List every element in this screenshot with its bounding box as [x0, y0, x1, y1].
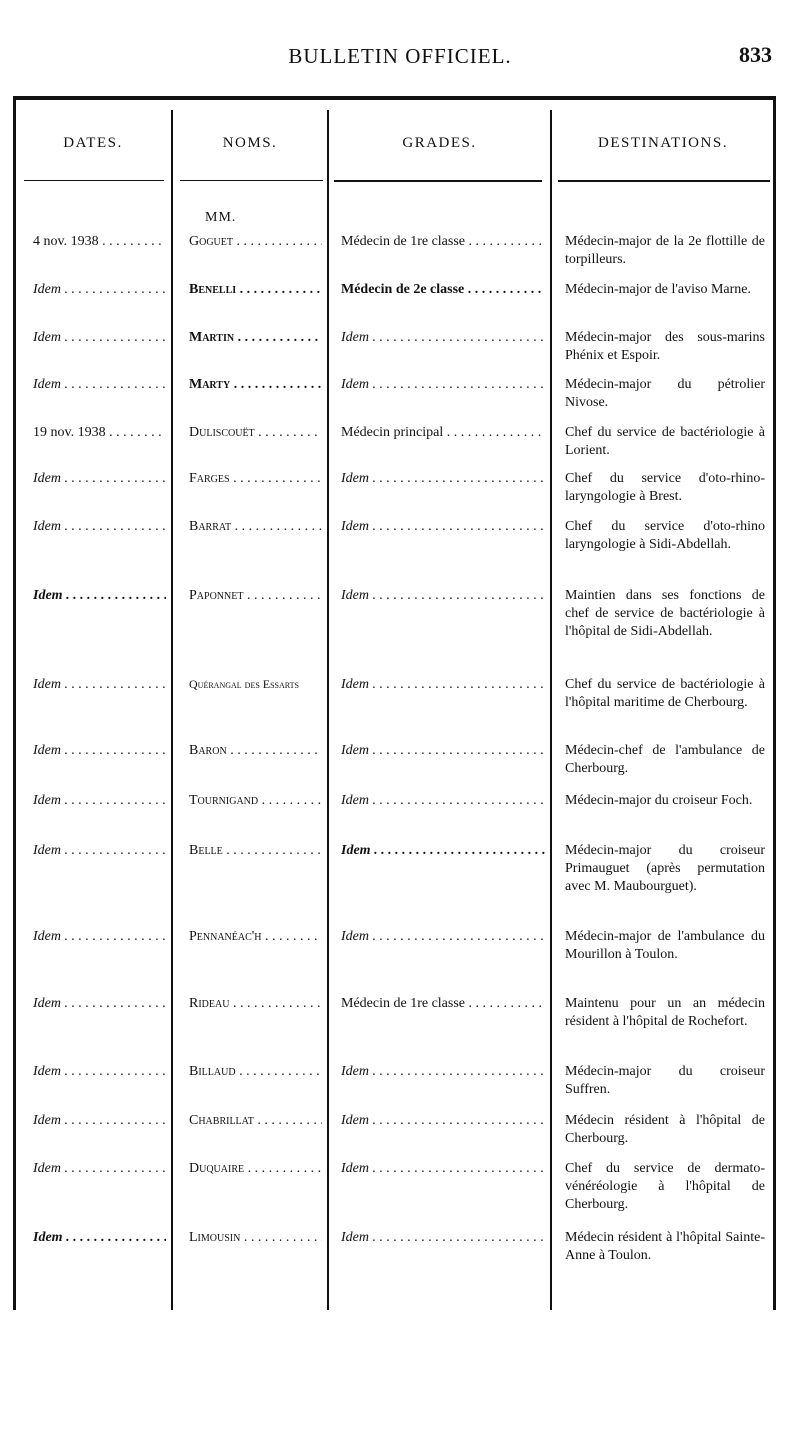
name-cell: Goguet . . . [189, 233, 322, 251]
header-rule [180, 180, 323, 181]
destination-cell: Médecin-major de la 2e flottille de torpilleurs. [565, 234, 765, 267]
destination-cell: Médecin-major de l'ambulance du Mourillon à Toulon. [565, 929, 765, 962]
name-cell: Tournigand . . . [189, 792, 322, 810]
grade-cell: Idem . . . [341, 1160, 545, 1178]
destination-cell: Médecin-major du croiseur Foch. [565, 793, 753, 808]
grade-cell: Idem . . . [341, 518, 545, 536]
grade-cell: Médecin principal . . . [341, 424, 545, 442]
destination-cell: Maintien dans ses fonctions de chef de service de bactériologie à l'hôpital de Sidi-Abdellah. [565, 588, 765, 639]
grade-cell: Médecin de 1re classe . . . [341, 995, 545, 1013]
name-cell: Limousin . . . [189, 1229, 322, 1247]
grade-cell: Idem . . . [341, 676, 545, 694]
date-cell: Idem . . . [33, 1112, 166, 1130]
destination-cell: Chef du service de dermato-vénéréologie à l'hôpital de Cherbourg. [565, 1161, 765, 1212]
date-cell: Idem . . . [33, 1229, 166, 1247]
name-cell: Billaud . . . [189, 1063, 322, 1081]
grade-cell: Idem . . . [341, 329, 545, 347]
grade-cell: Idem . . . [341, 470, 545, 488]
grade-cell: Idem . . . [341, 792, 545, 810]
grade-cell: Idem . . . [341, 587, 545, 605]
table-left-border [13, 100, 16, 1310]
date-cell: Idem . . . [33, 376, 166, 394]
name-cell: Chabrillat . . . [189, 1112, 322, 1130]
grade-cell: Idem . . . [341, 1229, 545, 1247]
page-number: 833 [739, 42, 772, 67]
date-cell: Idem . . . [33, 742, 166, 760]
header-rule [334, 180, 542, 182]
column-header-grades: GRADES. [402, 135, 477, 151]
destination-cell: Médecin-major du croiseur Suffren. [565, 1064, 765, 1097]
page-header-title: BULLETIN OFFICIEL. [288, 44, 512, 68]
destination-cell: Médecin-chef de l'ambulance de Cherbourg. [565, 743, 765, 776]
table-right-border [773, 100, 776, 1310]
column-divider-1 [171, 110, 173, 1310]
grade-cell: Idem . . . [341, 842, 545, 860]
date-cell: Idem . . . [33, 676, 166, 694]
name-cell: Marty . . . [189, 376, 322, 394]
date-cell: Idem . . . [33, 587, 166, 605]
name-cell: Barrat . . . [189, 518, 322, 536]
destination-cell: Médecin-major de l'aviso Marne. [565, 282, 752, 297]
grade-cell: Idem . . . [341, 1112, 545, 1130]
destination-cell: Médecin résident à l'hôpital Sainte-Anne à Toulon. [565, 1230, 765, 1263]
destination-cell: Maintenu pour un an médecin résident à l'hôpital de Rochefort. [565, 996, 765, 1029]
grade-cell: Idem . . . [341, 928, 545, 946]
header-rule [24, 180, 164, 181]
name-cell: Pennanéac'h . . . [189, 928, 322, 946]
date-cell: Idem . . . [33, 470, 166, 488]
name-cell: Benelli . . . [189, 281, 322, 299]
column-divider-2 [327, 110, 329, 1310]
date-cell: Idem . . . [33, 792, 166, 810]
destination-cell: Chef du service d'oto-rhino-laryngologie à Brest. [565, 471, 765, 504]
destination-cell: Médecin-major des sous-marins Phénix et Espoir. [565, 330, 765, 363]
name-cell: Baron . . . [189, 742, 322, 760]
grade-cell: Idem . . . [341, 376, 545, 394]
date-cell: Idem . . . [33, 928, 166, 946]
column-header-destinations: DESTINATIONS. [598, 135, 728, 151]
destination-cell: Médecin-major du croiseur Primauguet (après permutation avec M. Maubourguet). [565, 843, 765, 894]
date-cell: Idem . . . [33, 329, 166, 347]
destination-cell: Médecin-major du pétrolier Nivose. [565, 377, 765, 410]
name-cell: Farges . . . [189, 470, 322, 488]
grade-cell: Médecin de 2e classe . . . [341, 281, 545, 299]
names-prefix-label: MM. [205, 210, 237, 225]
destination-cell: Médecin résident à l'hôpital de Cherbourg. [565, 1113, 765, 1146]
column-header-dates: DATES. [63, 135, 123, 151]
name-cell: Duliscouët . . . [189, 424, 322, 442]
name-cell: Duquaire . . . [189, 1160, 322, 1178]
destination-cell: Chef du service de bactériologie à l'hôpital maritime de Cherbourg. [565, 677, 765, 710]
name-cell: Martin . . . [189, 329, 322, 347]
name-cell: Quérangal des Essarts [189, 677, 299, 691]
column-header-noms: NOMS. [222, 135, 278, 151]
date-cell: Idem . . . [33, 842, 166, 860]
date-cell: Idem . . . [33, 1063, 166, 1081]
date-cell: Idem . . . [33, 518, 166, 536]
name-cell: Paponnet . . . [189, 587, 322, 605]
date-cell: Idem . . . [33, 995, 166, 1013]
destination-cell: Chef du service de bactériologie à Lorient. [565, 425, 765, 458]
destination-cell: Chef du service d'oto-rhino laryngologie à Sidi-Abdellah. [565, 519, 765, 552]
date-cell: 4 nov. 1938 . . . [33, 233, 166, 251]
date-cell: Idem . . . [33, 281, 166, 299]
grade-cell: Médecin de 1re classe . . . [341, 233, 545, 251]
date-cell: Idem . . . [33, 1160, 166, 1178]
grade-cell: Idem . . . [341, 1063, 545, 1081]
header-rule [558, 180, 770, 182]
name-cell: Rideau . . . [189, 995, 322, 1013]
column-divider-3 [550, 110, 552, 1310]
date-cell: 19 nov. 1938 . . . [33, 424, 166, 442]
grade-cell: Idem . . . [341, 742, 545, 760]
name-cell: Belle . . . [189, 842, 322, 860]
